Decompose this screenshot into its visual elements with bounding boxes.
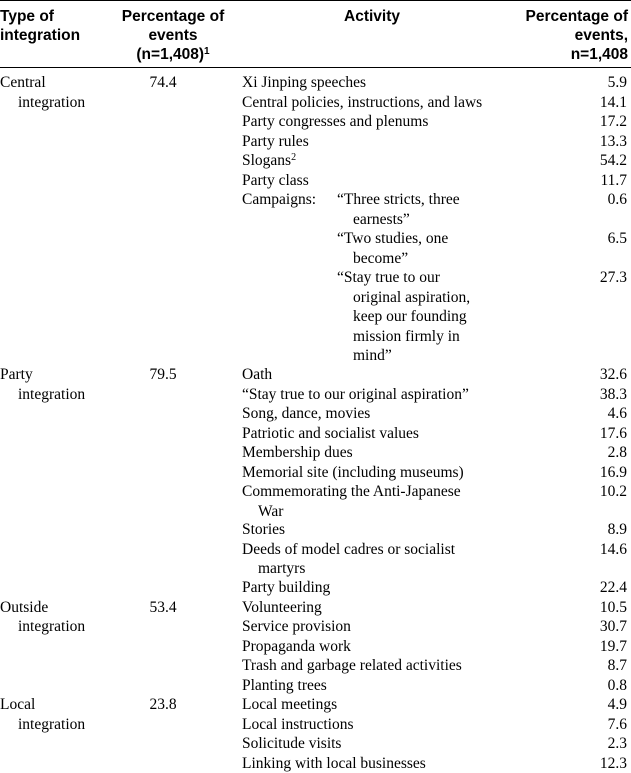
value-cell: 16.9	[547, 463, 627, 483]
header-text: Percentage of	[490, 7, 628, 26]
value-cell: 4.6	[547, 404, 627, 424]
activity-cell	[337, 190, 460, 229]
activity-line: Commemorating the Anti-Japanese	[242, 482, 461, 502]
group-percentage: 79.5	[98, 365, 228, 385]
value-cell: 0.8	[547, 676, 627, 696]
value-cell: 14.6	[547, 540, 627, 560]
value-cell: 10.2	[547, 482, 627, 502]
activity-line: mission firmly in	[337, 327, 470, 347]
value-cell: 4.9	[547, 695, 627, 715]
group-type-label	[0, 73, 85, 112]
value-cell: 8.9	[547, 520, 627, 540]
header-text: events	[103, 26, 243, 45]
activity-line: keep our founding	[337, 307, 470, 327]
group-percentage: 53.4	[98, 598, 228, 618]
activity-line: original aspiration,	[337, 288, 470, 308]
group-percentage: 23.8	[98, 695, 228, 715]
activity-cell: Solicitude visits	[242, 734, 341, 754]
activity-cell: Xi Jinping speeches	[242, 73, 366, 93]
activity-cell: Local meetings	[242, 695, 337, 715]
activity-cell: Patriotic and socialist values	[242, 424, 419, 444]
type-line: Outside	[0, 598, 85, 618]
activity-cell: Propaganda work	[242, 637, 351, 657]
value-cell: 0.6	[547, 190, 627, 210]
activity-cell: Party class	[242, 171, 309, 191]
value-cell: 14.1	[547, 93, 627, 113]
type-line: Central	[0, 73, 85, 93]
type-line: integration	[0, 385, 85, 405]
value-cell: 11.7	[547, 171, 627, 191]
footnote-marker: 1	[204, 46, 210, 57]
value-cell: 38.3	[547, 385, 627, 405]
header-text: Percentage of	[103, 7, 243, 26]
activity-cell: Party rules	[242, 132, 309, 152]
activity-cell: Song, dance, movies	[242, 404, 370, 424]
type-line: Party	[0, 365, 85, 385]
activity-line: Deeds of model cadres or socialist	[242, 540, 455, 560]
header-percentage-of-events-activity	[490, 7, 628, 64]
activity-cell: Service provision	[242, 617, 351, 637]
activity-cell: Planting trees	[242, 676, 327, 696]
header-text: (n=1,408)	[136, 46, 204, 63]
value-cell: 54.2	[547, 151, 627, 171]
activity-line: “Stay true to our	[337, 268, 470, 288]
value-cell: 7.6	[547, 715, 627, 735]
value-cell: 22.4	[547, 578, 627, 598]
activity-cell	[242, 540, 455, 579]
table-top-rule	[0, 0, 631, 1]
activity-line: earnests”	[337, 210, 460, 230]
value-cell: 6.5	[547, 229, 627, 249]
value-cell: 17.2	[547, 112, 627, 132]
activity-cell: Linking with local businesses	[242, 754, 426, 773]
value-cell: 5.9	[547, 73, 627, 93]
activity-line: become”	[337, 249, 448, 269]
value-cell: 30.7	[547, 617, 627, 637]
activity-cell: “Stay true to our original aspiration”	[242, 385, 469, 405]
activity-cell: Central policies, instructions, and laws	[242, 93, 482, 113]
value-cell: 2.3	[547, 734, 627, 754]
group-type-label	[0, 365, 85, 404]
activity-cell: Party congresses and plenums	[242, 112, 428, 132]
group-type-label	[0, 695, 85, 734]
header-activity	[242, 7, 502, 26]
value-cell: 8.7	[547, 656, 627, 676]
activity-cell: Party building	[242, 578, 330, 598]
type-line: integration	[0, 715, 85, 735]
value-cell: 32.6	[547, 365, 627, 385]
header-type-of-integration	[0, 7, 80, 45]
activity-text: Slogans	[242, 152, 291, 169]
value-cell: 13.3	[547, 132, 627, 152]
activity-cell: Memorial site (including museums)	[242, 463, 464, 483]
group-percentage: 74.4	[98, 73, 228, 93]
header-text: events,	[490, 26, 628, 45]
type-line: integration	[0, 93, 85, 113]
activity-cell: Local instructions	[242, 715, 354, 735]
header-text: Activity	[242, 7, 502, 26]
activity-cell: Oath	[242, 365, 272, 385]
activity-cell	[337, 229, 448, 268]
activity-cell: Trash and garbage related activities	[242, 656, 462, 676]
footnote-marker: 2	[291, 152, 296, 163]
activity-cell	[242, 482, 461, 521]
activity-cell	[242, 151, 296, 171]
activity-line: War	[242, 502, 461, 522]
activity-cell: Membership dues	[242, 443, 353, 463]
value-cell: 12.3	[547, 754, 627, 773]
activity-cell	[337, 268, 470, 366]
activity-cell: Volunteering	[242, 598, 322, 618]
activity-cell: Stories	[242, 520, 285, 540]
activity-line: “Three stricts, three	[337, 190, 460, 210]
activity-line: mind”	[337, 346, 470, 366]
header-bottom-rule	[0, 67, 631, 68]
type-line: integration	[0, 617, 85, 637]
header-text: Type of	[0, 7, 80, 26]
value-cell: 17.6	[547, 424, 627, 444]
activity-line: “Two studies, one	[337, 229, 448, 249]
header-percentage-of-events	[103, 7, 243, 64]
campaigns-label: Campaigns:	[242, 190, 316, 210]
value-cell: 19.7	[547, 637, 627, 657]
header-text: integration	[0, 26, 80, 45]
value-cell: 10.5	[547, 598, 627, 618]
value-cell: 27.3	[547, 268, 627, 288]
value-cell: 2.8	[547, 443, 627, 463]
group-type-label	[0, 598, 85, 637]
activity-line: martyrs	[242, 559, 455, 579]
type-line: Local	[0, 695, 85, 715]
header-text: n=1,408	[490, 45, 628, 64]
